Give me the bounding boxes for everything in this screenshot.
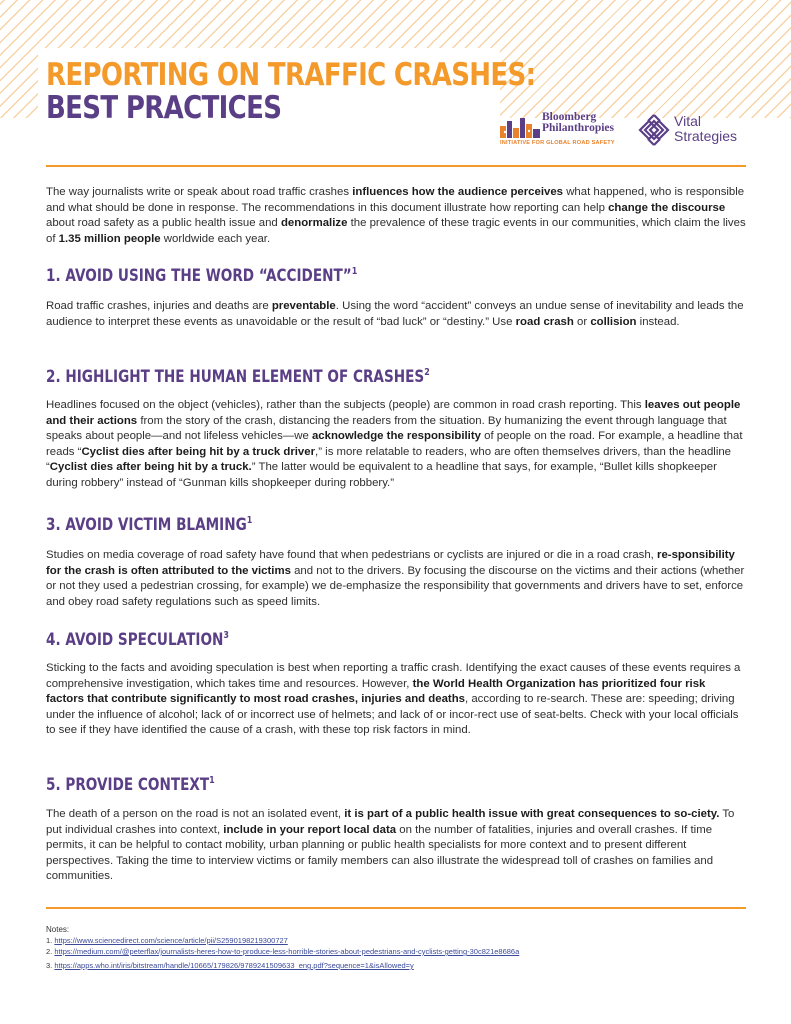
city-skyline-icon: [500, 116, 540, 138]
note-link[interactable]: https://www.sciencedirect.com/science/article/pii/S2590198219300727: [54, 936, 288, 945]
vital-strategies-logo: [636, 112, 756, 148]
page-subtitle: BEST PRACTICES: [46, 90, 282, 126]
bloomberg-wordmark: Bloomberg Philanthropies: [542, 111, 614, 134]
section-heading-human-element: 2. HIGHLIGHT THE HUMAN ELEMENT OF CRASHES$^2$: [46, 367, 430, 387]
section-heading-context: 5. PROVIDE CONTEXT$^1$: [46, 775, 215, 795]
page-title: REPORTING ON TRAFFIC CRASHES:: [46, 57, 536, 93]
section-heading-avoid-accident: 1. AVOID USING THE WORD “ACCIDENT”$^1$: [46, 266, 358, 286]
notes-section: [46, 925, 746, 971]
bloomberg-philanthropies-logo: [500, 112, 622, 148]
note-link[interactable]: https://medium.com/@peterflax/journalists-heres-how-to-produce-less-horrible-stories-about-pedestrians-and-cyclists-getting-30c821e8686a: [54, 947, 520, 956]
note-item: 1. https://www.sciencedirect.com/science/article/pii/S2590198219300727: [46, 936, 288, 945]
section-body-victim-blaming: Studies on media coverage of road safety have found that when pedestrians or cyclists are injured or die in a road crash, re-sponsibility for the crash is often attributed to the victims and not to the drivers. By focusing the discourse on the victims and their actions (whether or not they used a pedestrian crossing, for example) we de-emphasize the responsibility that governments and drivers have to set, enforce and obey road safety regulations such as speed limits.: [46, 549, 745, 608]
notes-label: Notes:: [46, 925, 70, 934]
section-heading-speculation: 4. AVOID SPECULATION$^3$: [46, 630, 229, 650]
bloomberg-initiative-tagline: INITIATIVE FOR GLOBAL ROAD SAFETY: [500, 140, 615, 146]
bottom-divider: [46, 907, 746, 909]
section-body-context: The death of a person on the road is not an isolated event, it is part of a public health issue with great consequences to so-ciety. To put individual crashes into context, include in your report local data on the number of fatalities, injuries and overall crashes. If time permits, it can be helpful to contact mobility, urban planning or public health specialists for more context and to present different perspectives. Taking the time to interview victims or family members can also illustrate the widespread toll of crashes on families and communities.: [46, 808, 735, 882]
vital-strategies-wordmark: Vital Strategies: [674, 113, 738, 144]
note-item: 3. https://apps.who.int/iris/bitstream/handle/10665/179826/9789241509633_eng.pdf?sequence=1&isAllowed=y: [46, 961, 414, 970]
interlaced-diamond-icon: [636, 112, 672, 148]
section-body-speculation: Sticking to the facts and avoiding speculation is best when reporting a traffic crash. Identifying the exact causes of these events requires a comprehensive investigation, which takes time and resources. However, the World Health Organization has prioritized four risk factors that contribute significantly to most road crashes, injuries and deaths, according to re-search. These are: speeding; driving under the influence of alcohol; lack of or incorrect use of helmets; and lack of or incor-rect use of seat-belts. Check with your local officials to see if they have identified the cause of a crash, with these top risk factors in mind.: [46, 662, 741, 736]
section-heading-victim-blaming: 3. AVOID VICTIM BLAMING$^1$: [46, 515, 253, 535]
note-link[interactable]: https://apps.who.int/iris/bitstream/handle/10665/179826/9789241509633_eng.pdf?sequence=1&isAllowed=y: [54, 961, 414, 970]
top-divider: [46, 165, 746, 167]
intro-paragraph: The way journalists write or speak about road traffic crashes influences how the audience perceives what happened, who is responsible and what should be done in response. The recommendations in this document illustrate how reporting can help change the discourse about road safety as a public health issue and denormalize the prevalence of these tragic events in our communities, which claim the lives of 1.35 million people worldwide each year.: [46, 186, 746, 245]
section-body-human-element: Headlines focused on the object (vehicles), rather than the subjects (people) are common in road crash reporting. This leaves out people and their actions from the story of the crash, distancing the readers from the situation. By humanizing the event through language that speaks about people—and not lifeless vehicles—we acknowledge the responsibility of people on the road. For example, a headline that reads “Cyclist dies after being hit by a truck driver,” is more relatable to readers, who are often themselves drivers, than the headline “Cyclist dies after being hit by a truck.” The latter would be equivalent to a headline that says, for example, “Bullet kills shopkeeper during robbery” instead of “Gunman kills shopkeeper during robbery.”: [46, 399, 743, 489]
note-item: 2. https://medium.com/@peterflax/journalists-heres-how-to-produce-less-horrible-stories-about-pedestrians-and-cyclists-getting-30c821e8686a: [46, 947, 520, 956]
section-body-avoid-accident: Road traffic crashes, injuries and deaths are preventable. Using the word “accident” conveys an undue sense of inevitability and leads the audience to interpret these events as unavoidable or the result of “bad luck” or “destiny.” Use road crash or collision instead.: [46, 300, 744, 328]
